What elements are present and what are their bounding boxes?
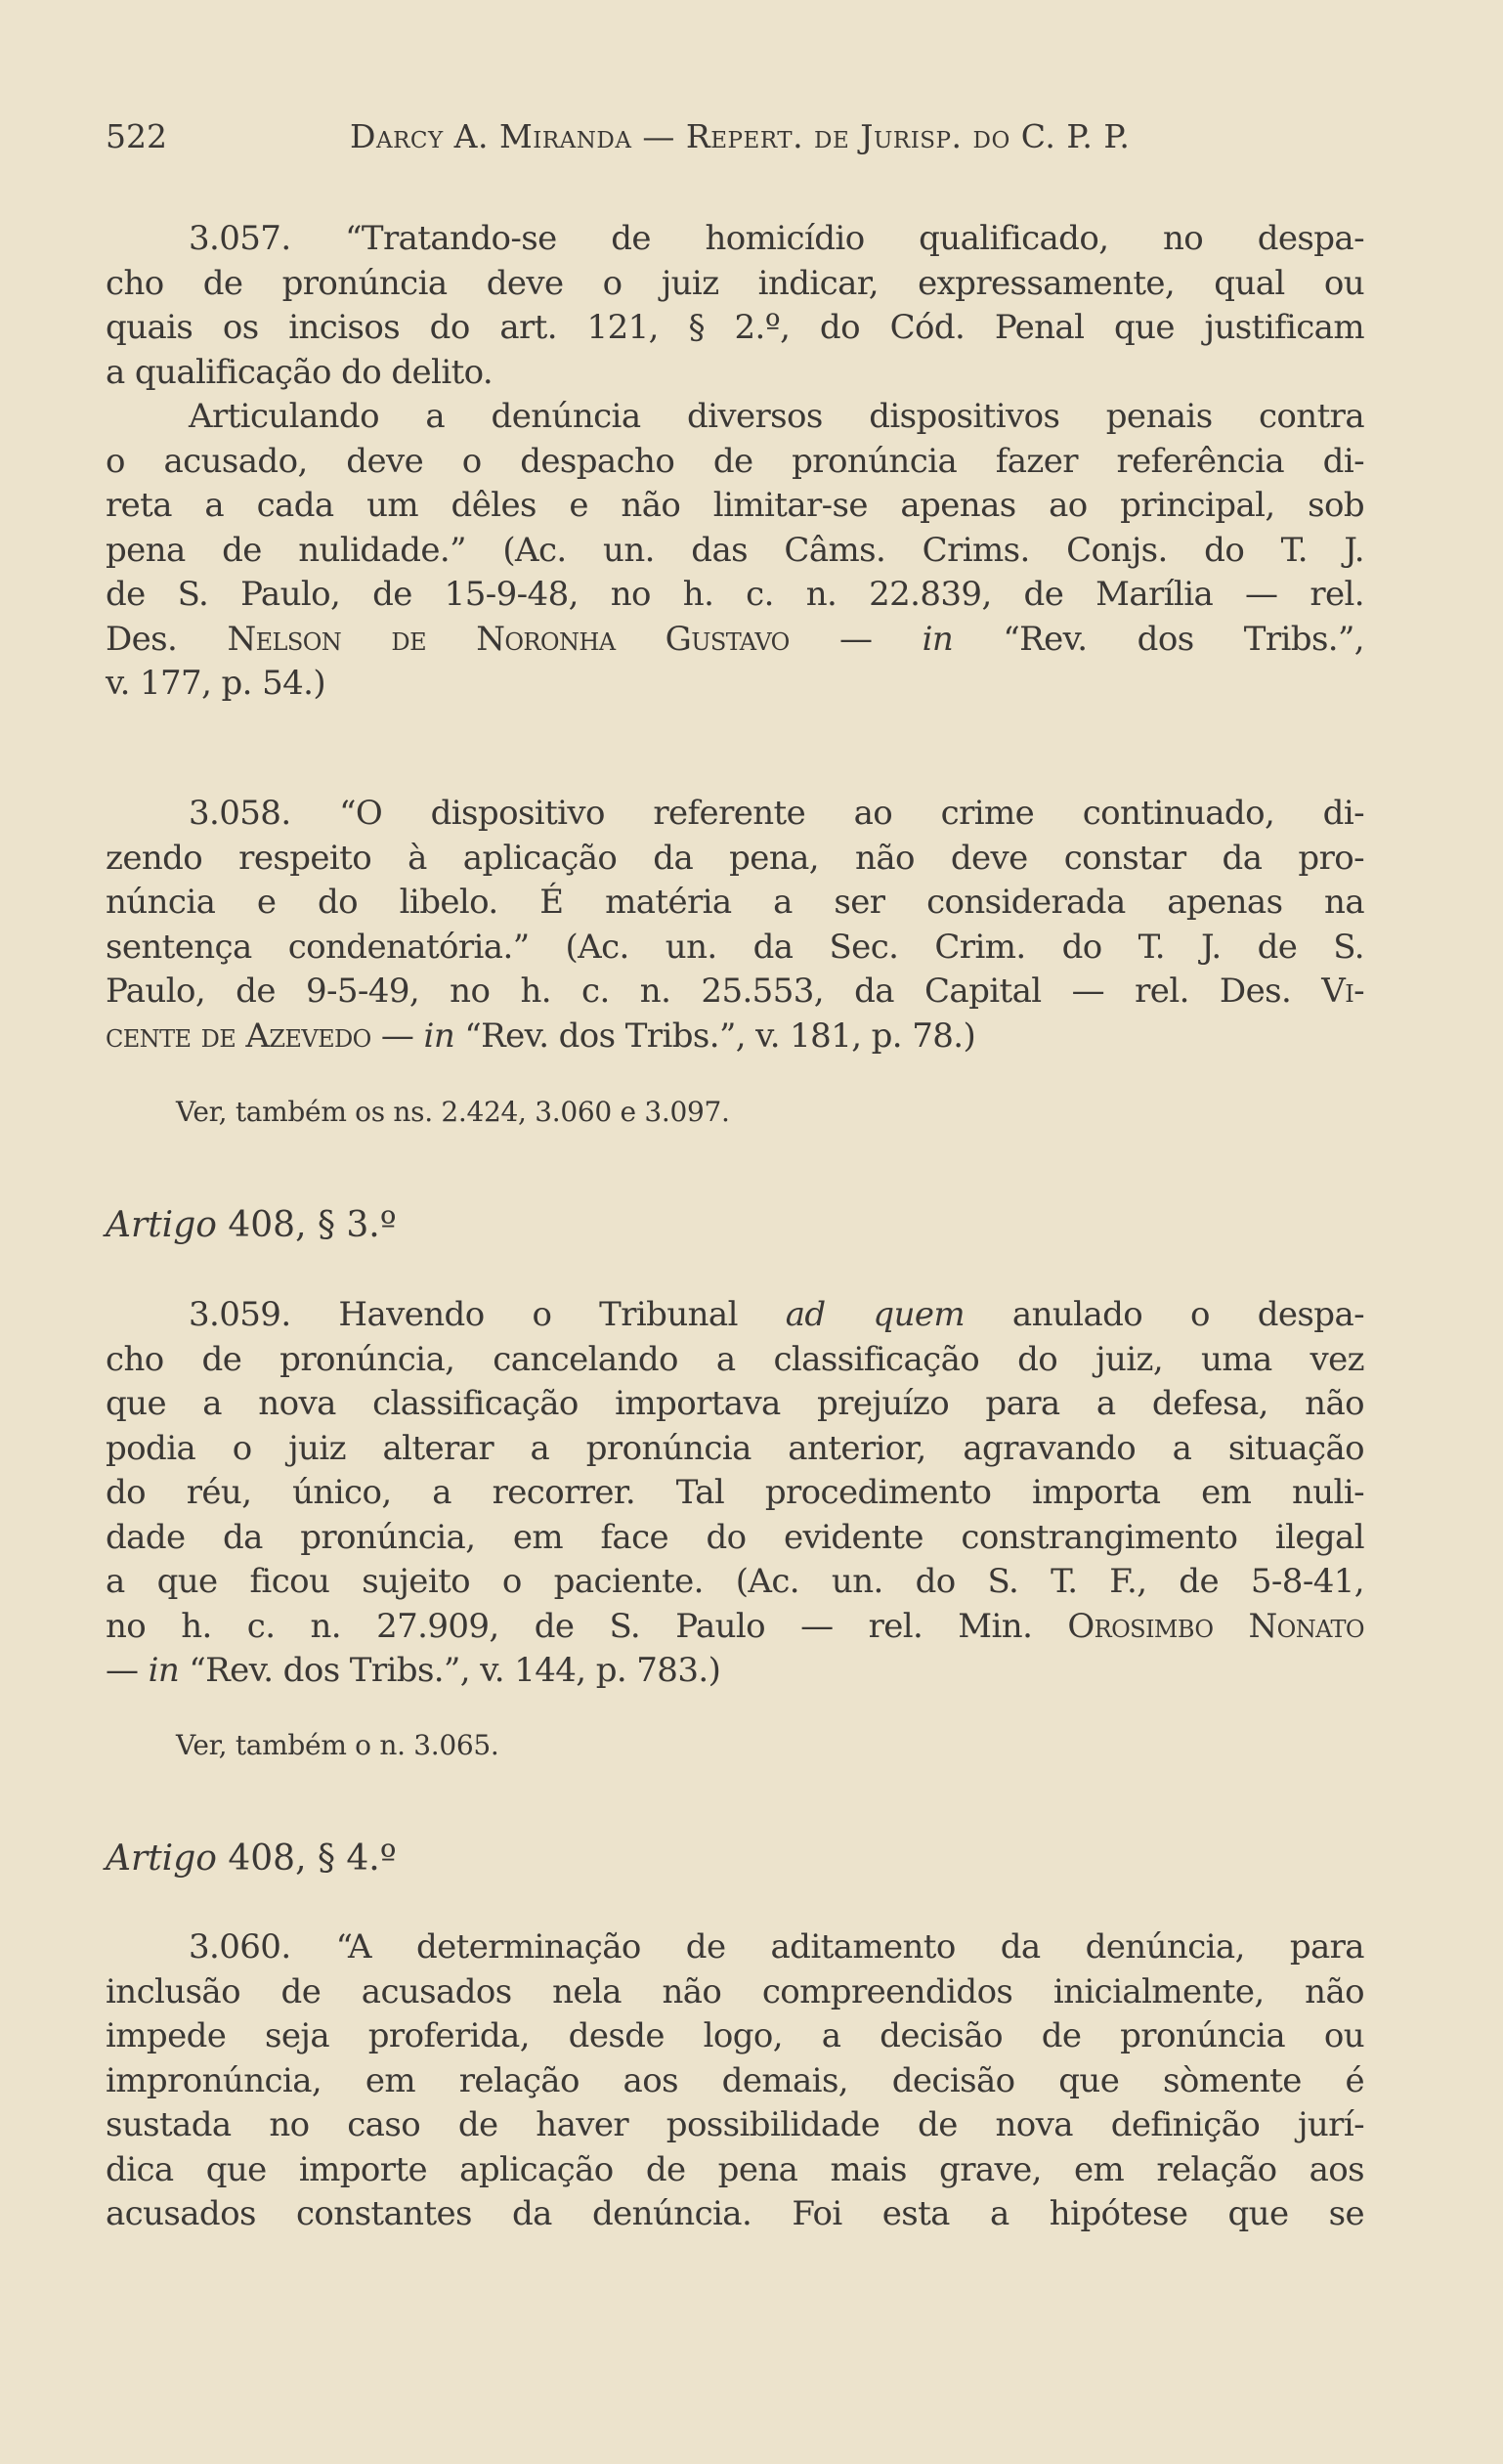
- entry-3060: [106, 1925, 1364, 2237]
- entry-number: 3.057.: [189, 219, 291, 258]
- see-also-note: Ver, também os ns. 2.424, 3.060 e 3.097.: [176, 1096, 730, 1128]
- text-line: sentença condenatória.” (Ac. un. da Sec. Crim. do T. J. de S.: [106, 927, 1364, 967]
- text-line: pena de nulidade.” (Ac. un. das Câms. Crims. Conjs. do T. J.: [106, 530, 1364, 570]
- text-line: que a nova classificação importava prejuízo para a defesa, não: [106, 1384, 1364, 1423]
- entry-number: 3.059.: [189, 1295, 291, 1334]
- text-line: reta a cada um dêles e não limitar-se apenas ao principal, sob: [106, 486, 1364, 525]
- text-line: impronúncia, em relação aos demais, decisão que sòmente é: [106, 2060, 1364, 2100]
- text-line: a qualificação do delito.: [106, 352, 494, 392]
- entry-3058: [106, 792, 1364, 1059]
- judge-name: Orosimbo Nonato: [1067, 1606, 1365, 1646]
- article-heading: Artigo 408, § 3.º: [106, 1205, 397, 1245]
- text-line: cho de pronúncia, cancelando a classificação do juiz, uma vez: [106, 1339, 1364, 1379]
- text-line: dade da pronúncia, em face do evidente constrangimento ilegal: [106, 1517, 1364, 1557]
- text-line: Paulo, de 9-5-49, no h. c. n. 25.553, da Capital — rel. Des. Vi-: [106, 972, 1364, 1011]
- text-line: 3.060. “A determinação de aditamento da denúncia, para: [189, 1927, 1364, 1967]
- text-line: núncia e do libelo. É matéria a ser considerada apenas na: [106, 883, 1364, 922]
- entry-3059: [106, 1293, 1364, 1694]
- text-line: sustada no caso de haver possibilidade de nova definição jurí-: [106, 2105, 1364, 2144]
- text-line: do réu, único, a recorrer. Tal procedimento importa em nuli-: [106, 1473, 1364, 1512]
- text-line: quais os incisos do art. 121, § 2.º, do Cód. Penal que justificam: [106, 308, 1364, 347]
- text-line: podia o juiz alterar a pronúncia anterior, agravando a situação: [106, 1428, 1364, 1468]
- judge-name: Nelson de Noronha Gustavo: [227, 619, 790, 659]
- text-line: acusados constantes da denúncia. Foi esta a hipótese que se: [106, 2194, 1364, 2233]
- text-line: 3.058. “O dispositivo referente ao crime continuado, di-: [189, 794, 1364, 833]
- text-line: o acusado, deve o despacho de pronúncia fazer referência di-: [106, 441, 1364, 481]
- text-line: impede seja proferida, desde logo, a decisão de pronúncia ou: [106, 2016, 1364, 2055]
- text-line: dica que importe aplicação de pena mais grave, em relação aos: [106, 2149, 1364, 2189]
- text-line: zendo respeito à aplicação da pena, não deve constar da pro-: [106, 838, 1364, 878]
- text-line: a que ficou sujeito o paciente. (Ac. un. do S. T. F., de 5-8-41,: [106, 1562, 1364, 1601]
- text-line: Articulando a denúncia diversos dispositivos penais contra: [189, 397, 1364, 436]
- text-line: cho de pronúncia deve o juiz indicar, expressamente, qual ou: [106, 263, 1364, 303]
- text-line: cente de Azevedo — in “Rev. dos Tribs.”, v. 181, p. 78.): [106, 1016, 976, 1056]
- entry-number: 3.058.: [189, 794, 291, 833]
- entry-3057: [106, 217, 1364, 707]
- text-line: inclusão de acusados nela não compreendidos inicialmente, não: [106, 1971, 1364, 2011]
- text-line: no h. c. n. 27.909, de S. Paulo — rel. Min. Orosimbo Nonato: [106, 1606, 1365, 1646]
- text-line: Des. Nelson de Noronha Gustavo — in “Rev. dos Tribs.”,: [106, 619, 1364, 659]
- text-line: — in “Rev. dos Tribs.”, v. 144, p. 783.): [106, 1651, 721, 1690]
- running-title: Darcy A. Miranda — Repert. de Jurisp. do C. P. P.: [350, 117, 1131, 155]
- article-heading: Artigo 408, § 4.º: [106, 1838, 397, 1879]
- see-also-note: Ver, também o n. 3.065.: [176, 1729, 499, 1761]
- text-line: 3.057. “Tratando-se de homicídio qualificado, no despa-: [189, 219, 1364, 258]
- text-line: de S. Paulo, de 15-9-48, no h. c. n. 22.839, de Marília — rel.: [106, 575, 1364, 614]
- judge-name: cente de Azevedo: [106, 1016, 371, 1056]
- entry-number: 3.060.: [189, 1927, 291, 1967]
- page-number: 522: [106, 117, 167, 155]
- text-line: 3.059. Havendo o Tribunal ad quem anulado o despa-: [189, 1295, 1364, 1334]
- text-line: v. 177, p. 54.): [106, 664, 326, 703]
